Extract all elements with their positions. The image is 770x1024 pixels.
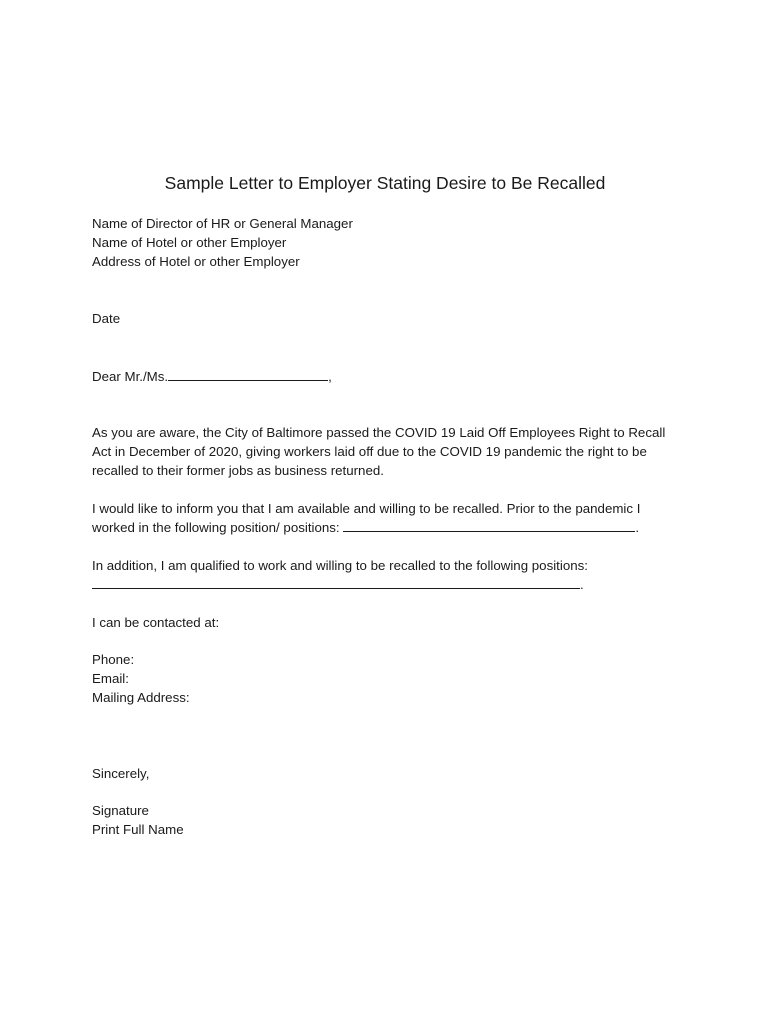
paragraph3-line2 bbox=[92, 575, 692, 594]
paragraph-recall-law bbox=[92, 423, 692, 480]
closing-block bbox=[92, 764, 692, 783]
recipient-address-line: Address of Hotel or other Employer bbox=[92, 254, 300, 269]
paragraph2-line2 bbox=[92, 518, 692, 537]
phone-label: Phone: bbox=[92, 652, 135, 667]
paragraph-qualified-positions bbox=[92, 556, 692, 594]
recipient-name-line: Name of Director of HR or General Manager bbox=[92, 216, 353, 231]
prior-positions-label: worked in the following position/ positions: bbox=[92, 520, 344, 535]
paragraph3-line1: In addition, I am qualified to work and willing to be recalled to the following positions: bbox=[92, 558, 588, 573]
paragraph1-line3: recalled to their former jobs as business returned. bbox=[92, 463, 384, 478]
salutation-prefix: Dear Mr./Ms. bbox=[92, 369, 169, 384]
qualified-positions-blank[interactable] bbox=[92, 576, 580, 589]
signature-label: Signature bbox=[92, 803, 149, 818]
prior-positions-suffix: . bbox=[635, 520, 640, 535]
email-label: Email: bbox=[92, 671, 129, 686]
print-name-label: Print Full Name bbox=[92, 822, 184, 837]
paragraph2-line1: I would like to inform you that I am available and willing to be recalled. Prior to the pandemic I bbox=[92, 501, 641, 516]
qualified-positions-suffix: . bbox=[580, 577, 584, 592]
contact-block bbox=[92, 650, 692, 707]
closing-line: Sincerely, bbox=[92, 766, 150, 781]
contact-intro: I can be contacted at: bbox=[92, 615, 220, 630]
recipient-block bbox=[92, 214, 692, 271]
salutation-line bbox=[92, 367, 692, 386]
recipient-employer-line: Name of Hotel or other Employer bbox=[92, 235, 287, 250]
letter-title: Sample Letter to Employer Stating Desire to Be Recalled bbox=[164, 173, 606, 193]
date-label: Date bbox=[92, 311, 121, 326]
prior-positions-blank[interactable] bbox=[343, 519, 635, 532]
signature-block bbox=[92, 801, 692, 839]
contact-intro-block bbox=[92, 613, 692, 632]
paragraph1-line1: As you are aware, the City of Baltimore passed the COVID 19 Laid Off Employees Right to Recall bbox=[92, 425, 666, 440]
paragraph-availability bbox=[92, 499, 692, 537]
salutation-name-blank[interactable] bbox=[168, 368, 328, 381]
salutation-block bbox=[92, 367, 692, 386]
salutation-suffix: , bbox=[328, 369, 332, 384]
date-block bbox=[92, 309, 692, 328]
mailing-address-label: Mailing Address: bbox=[92, 690, 190, 705]
paragraph1-line2: Act in December of 2020, giving workers laid off due to the COVID 19 pandemic the right to be bbox=[92, 444, 647, 459]
